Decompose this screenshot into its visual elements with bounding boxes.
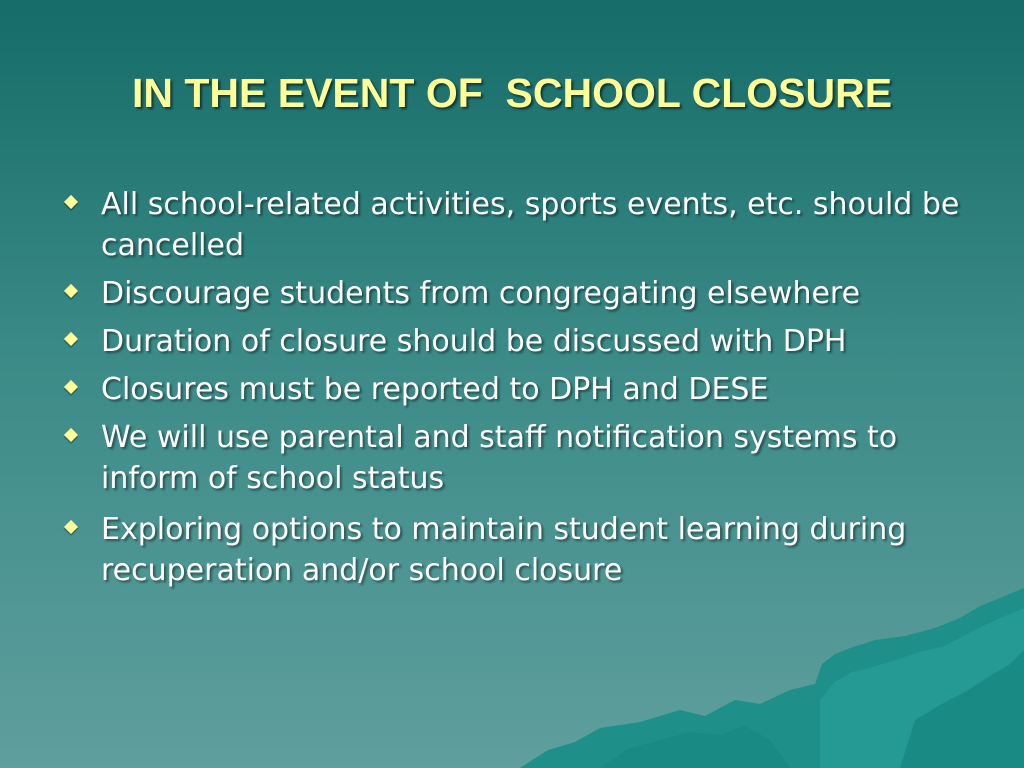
bullet-item (60, 509, 980, 591)
bullet-text: Discourage students from congregating elsewhere (101, 276, 861, 311)
bullet-text: Exploring options to maintain student learning during recuperation and/or school closure (101, 512, 907, 588)
diamond-bullet-icon (64, 332, 78, 346)
bullet-list (60, 184, 980, 598)
bullet-item (60, 273, 980, 314)
diamond-bullet-icon (64, 520, 78, 534)
bullet-text: We will use parental and staff notification systems to inform of school status (101, 420, 898, 496)
bullet-item (60, 321, 980, 362)
slide-title: IN THE EVENT OF SCHOOL CLOSURE (131, 70, 893, 116)
bullet-text: All school-related activities, sports events, etc. should be cancelled (101, 187, 960, 263)
diamond-bullet-icon (64, 195, 78, 209)
bullet-text: Duration of closure should be discussed with DPH (101, 324, 847, 359)
diamond-bullet-icon (64, 284, 78, 298)
diamond-bullet-icon (64, 380, 78, 394)
bullet-item (60, 184, 980, 266)
bullet-item (60, 369, 980, 410)
diamond-bullet-icon (64, 428, 78, 442)
bullet-text: Closures must be reported to DPH and DESE (101, 372, 769, 407)
bullet-item (60, 417, 980, 499)
